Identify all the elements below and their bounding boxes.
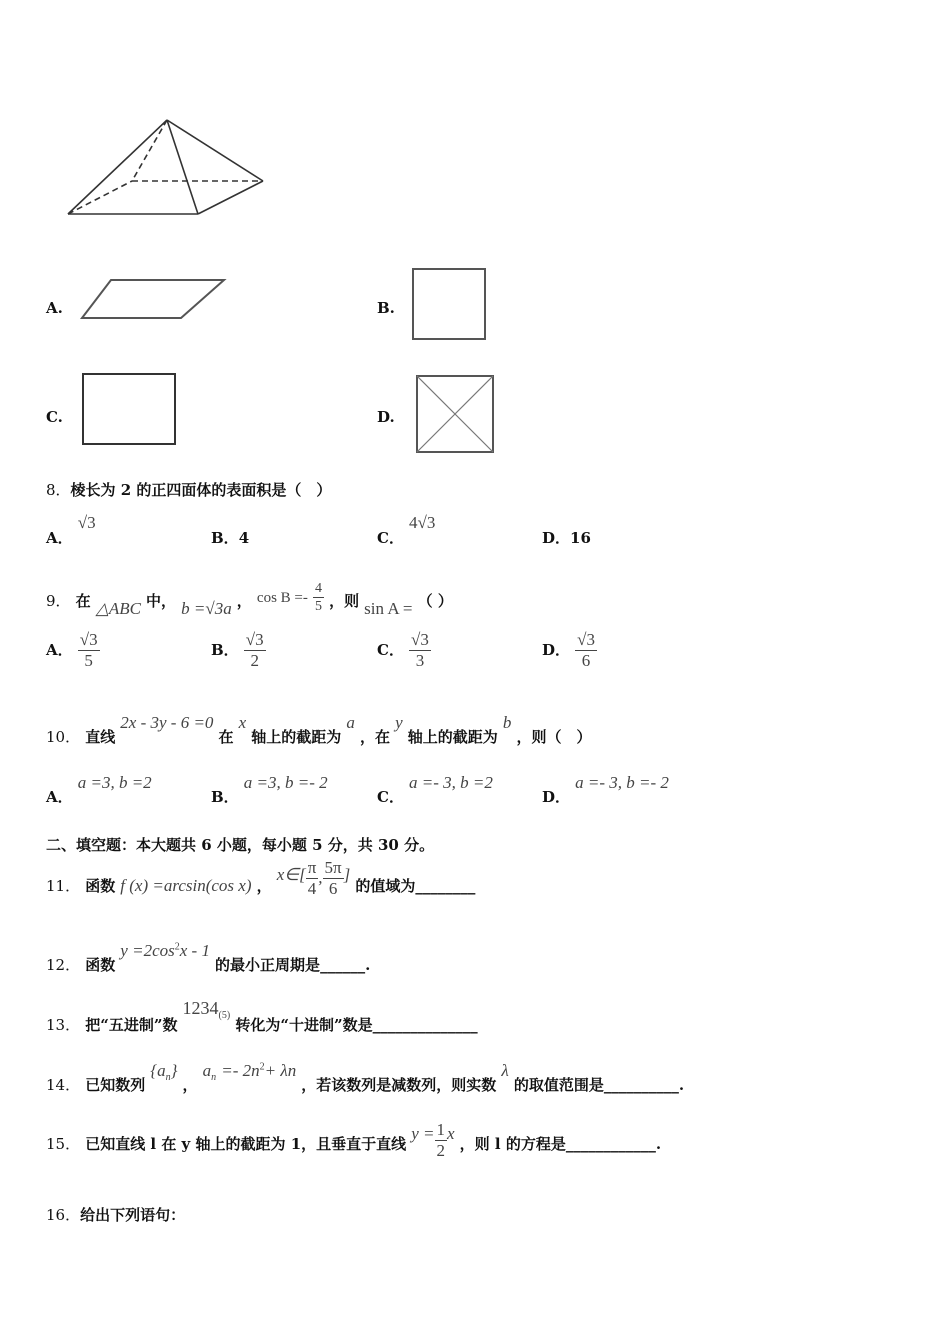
pyramid-figure	[60, 110, 280, 225]
question-13: 13． 把“五进制”数 $1234_{(5)}$ 转化为“十进制”数是______________	[46, 998, 478, 1034]
section-heading: 二、填空题：本大题共 6 小题，每小题 5 分，共 30 分。	[46, 836, 435, 854]
answer-blank[interactable]: ____________.	[565, 1135, 662, 1153]
question-10: 10． 直线 2x - 3y - 6 =0 在 x 轴上的截距为 a ，在 y 轴上的截距为 b ，则（ ）	[46, 713, 592, 746]
q10-option-b[interactable]: B． a =3, b =- 2	[211, 773, 328, 806]
figure-option-b-label[interactable]: B.	[377, 299, 395, 317]
answer-blank[interactable]: __________.	[603, 1076, 685, 1094]
q10-option-d[interactable]: D． a =- 3, b =- 2	[542, 773, 669, 806]
question-9: 9． 在 △ABC 中， b =√3a ， cos B =- $\frac{4}{5}$ ，则 sin A = （ ）	[46, 581, 453, 618]
q9-option-c[interactable]: C． $\frac{√3}{3}$	[377, 630, 429, 670]
question-14: 14． 已知数列 $\{a_n\}$ ， $a_n =- 2n^2+ \lambda n$ ，若该数列是减数列，则实数 λ 的取值范围是__________.	[46, 1061, 685, 1094]
answer-blank[interactable]: ________	[415, 877, 476, 895]
answer-blank[interactable]: ______.	[320, 956, 371, 974]
figure-option-c-label[interactable]: C.	[46, 408, 63, 426]
question-number: 8．	[46, 481, 71, 499]
question-15: 15． 已知直线 l 在 y 轴上的截距为 1，且垂直于直线 y = $\frac{1}{2}$ x ，则 l 的方程是____________.	[46, 1120, 662, 1160]
q8-option-d[interactable]: D．16	[542, 529, 591, 547]
square-figure	[410, 266, 488, 342]
question-11: 11． 函数 f (x) =arcsin(cos x) ， x∈[ $\frac{\pi}{4}$ , $\frac{5\pi}{6}$ ] 的值域为________	[46, 858, 476, 898]
figure-option-d-label[interactable]: D.	[377, 408, 395, 426]
q9-option-a[interactable]: A． $\frac{√3}{5}$	[46, 630, 98, 670]
q8-option-a[interactable]: A． √3	[46, 513, 96, 547]
question-text: 棱长为 2 的正四面体的表面积是（ ）	[70, 481, 332, 499]
square-with-diagonals-figure	[414, 373, 496, 455]
question-8	[46, 479, 331, 500]
q10-option-c[interactable]: C． a =- 3, b =2	[377, 773, 493, 806]
q8-option-c[interactable]: C． 4√3	[377, 513, 436, 547]
question-16: 16．给出下列语句：	[46, 1206, 186, 1224]
q9-option-d[interactable]: D． $\frac{√3}{6}$	[542, 630, 595, 670]
q9-option-b[interactable]: B． $\frac{√3}{2}$	[211, 630, 264, 670]
rectangle-figure	[80, 371, 178, 447]
q8-option-b[interactable]: B．4	[211, 529, 250, 547]
q10-option-a[interactable]: A． a =3, b =2	[46, 773, 152, 806]
answer-blank[interactable]: ______________	[372, 1016, 478, 1034]
question-12: 12． 函数 $y =2\cos^2x - 1$ 的最小正周期是______.	[46, 941, 371, 974]
figure-option-a-label[interactable]: A.	[46, 299, 63, 317]
parallelogram-figure	[78, 275, 228, 323]
